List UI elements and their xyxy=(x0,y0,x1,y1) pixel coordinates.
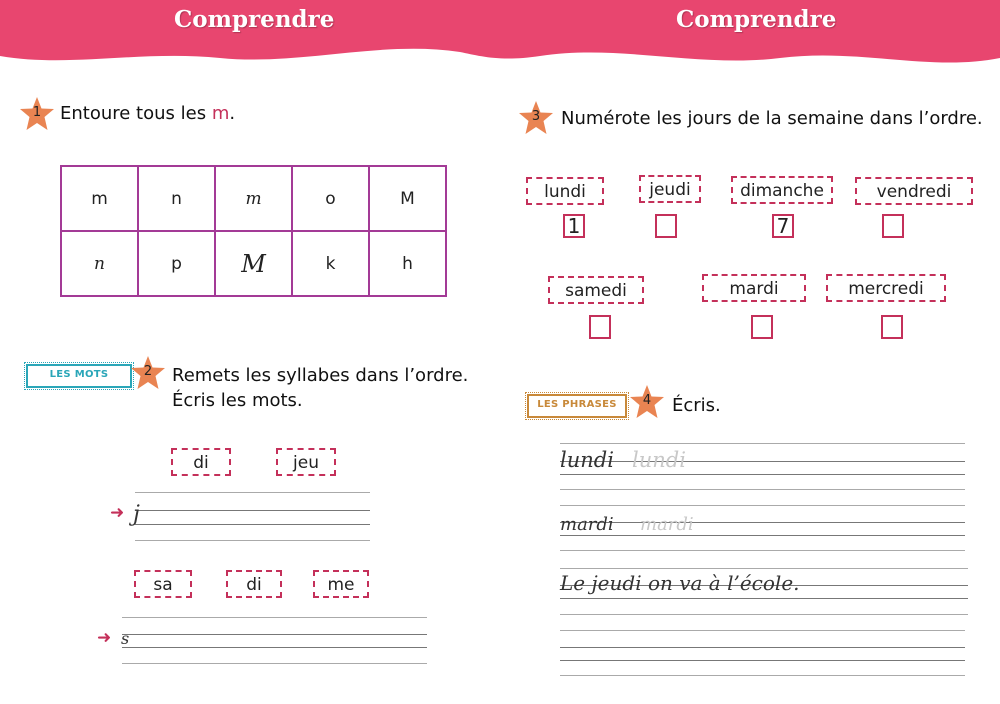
word-2-start-letter: s xyxy=(121,629,130,648)
grid-cell[interactable]: n xyxy=(61,231,138,296)
writing-line xyxy=(135,510,370,511)
exercise-1-star xyxy=(19,96,55,132)
grid-cell[interactable]: m xyxy=(215,166,292,231)
grid-cell[interactable]: M xyxy=(369,166,446,231)
day-number-box[interactable]: 1 xyxy=(563,214,585,238)
right-header-title: Comprendre xyxy=(676,6,837,33)
grid-cell[interactable]: p xyxy=(138,231,215,296)
writing-line xyxy=(560,598,968,599)
writing-line xyxy=(560,535,965,536)
day-label-box: lundi xyxy=(526,177,604,205)
exercise-2-line2: Écris les mots. xyxy=(172,390,303,411)
grid-cell[interactable]: k xyxy=(292,231,369,296)
grid-cell[interactable]: o xyxy=(292,166,369,231)
exercise-4-number: 4 xyxy=(642,393,652,408)
model-sentence: Le jeudi on va à l’école. xyxy=(560,571,800,595)
syllable-box[interactable]: di xyxy=(171,448,231,476)
writing-line xyxy=(560,461,965,462)
arrow-right-icon: ➜ xyxy=(97,628,112,648)
writing-line xyxy=(560,568,968,569)
writing-line xyxy=(122,647,427,648)
word-1-start-letter: j xyxy=(133,502,140,527)
day-label-box: mardi xyxy=(702,274,806,302)
day-number-box[interactable] xyxy=(882,214,904,238)
exercise-4-instruction: Écris. xyxy=(672,395,721,416)
syllable-box[interactable]: di xyxy=(226,570,282,598)
grid-row-1 xyxy=(61,166,446,231)
exercise-1-number: 1 xyxy=(32,105,42,120)
day-label-box: vendredi xyxy=(855,177,973,205)
day-number-box[interactable]: 7 xyxy=(772,214,794,238)
exercise-2-number: 2 xyxy=(143,364,153,379)
day-label-box: jeudi xyxy=(639,175,701,203)
exercise-2-line1: Remets les syllabes dans l’ordre. xyxy=(172,365,469,386)
writing-line xyxy=(560,443,965,444)
letter-grid xyxy=(60,165,447,297)
model-word-lundi: lundi xyxy=(560,448,614,472)
syllable-box[interactable]: sa xyxy=(134,570,192,598)
exercise-4-star xyxy=(629,384,665,420)
exercise-1-instruction xyxy=(60,101,235,126)
les-mots-badge: LES MOTS xyxy=(26,364,132,388)
exercise-3-number: 3 xyxy=(531,109,541,124)
trace-word-mardi: mardi xyxy=(640,514,694,535)
writing-line xyxy=(122,617,427,618)
day-number-box[interactable] xyxy=(589,315,611,339)
day-number-box[interactable] xyxy=(881,315,903,339)
writing-line xyxy=(560,474,965,475)
writing-line xyxy=(122,663,427,664)
writing-line xyxy=(560,489,965,490)
writing-line xyxy=(560,505,965,506)
exercise-1-period: . xyxy=(229,103,236,124)
grid-cell[interactable]: M xyxy=(215,231,292,296)
exercise-1-target-letter: m xyxy=(211,103,230,124)
day-label-box: samedi xyxy=(548,276,644,304)
header-band xyxy=(0,0,1000,70)
arrow-right-icon: ➜ xyxy=(110,503,125,523)
writing-line xyxy=(560,614,968,615)
writing-line xyxy=(135,492,370,493)
writing-line xyxy=(135,524,370,525)
writing-line xyxy=(560,647,965,648)
grid-row-2 xyxy=(61,231,446,296)
syllable-box[interactable]: me xyxy=(313,570,369,598)
writing-line xyxy=(560,522,965,523)
writing-line xyxy=(560,630,965,631)
left-header-title: Comprendre xyxy=(174,6,335,33)
model-word-mardi: mardi xyxy=(560,514,614,535)
writing-line xyxy=(135,540,370,541)
syllable-box[interactable]: jeu xyxy=(276,448,336,476)
les-phrases-badge: LES PHRASES xyxy=(527,394,627,418)
day-number-box[interactable] xyxy=(751,315,773,339)
writing-line xyxy=(122,634,427,635)
grid-cell[interactable]: m xyxy=(61,166,138,231)
writing-line xyxy=(560,675,965,676)
exercise-3-star xyxy=(518,100,554,136)
grid-cell[interactable]: h xyxy=(369,231,446,296)
trace-word-lundi: lundi xyxy=(632,448,686,472)
day-label-box: mercredi xyxy=(826,274,946,302)
grid-cell[interactable]: n xyxy=(138,166,215,231)
writing-line xyxy=(560,550,965,551)
day-number-box[interactable] xyxy=(655,214,677,238)
writing-line xyxy=(560,660,965,661)
exercise-1-text: Entoure tous les xyxy=(60,103,212,124)
day-label-box: dimanche xyxy=(731,176,833,204)
exercise-2-star xyxy=(130,355,166,391)
exercise-3-instruction: Numérote les jours de la semaine dans l’ordre. xyxy=(561,108,983,129)
